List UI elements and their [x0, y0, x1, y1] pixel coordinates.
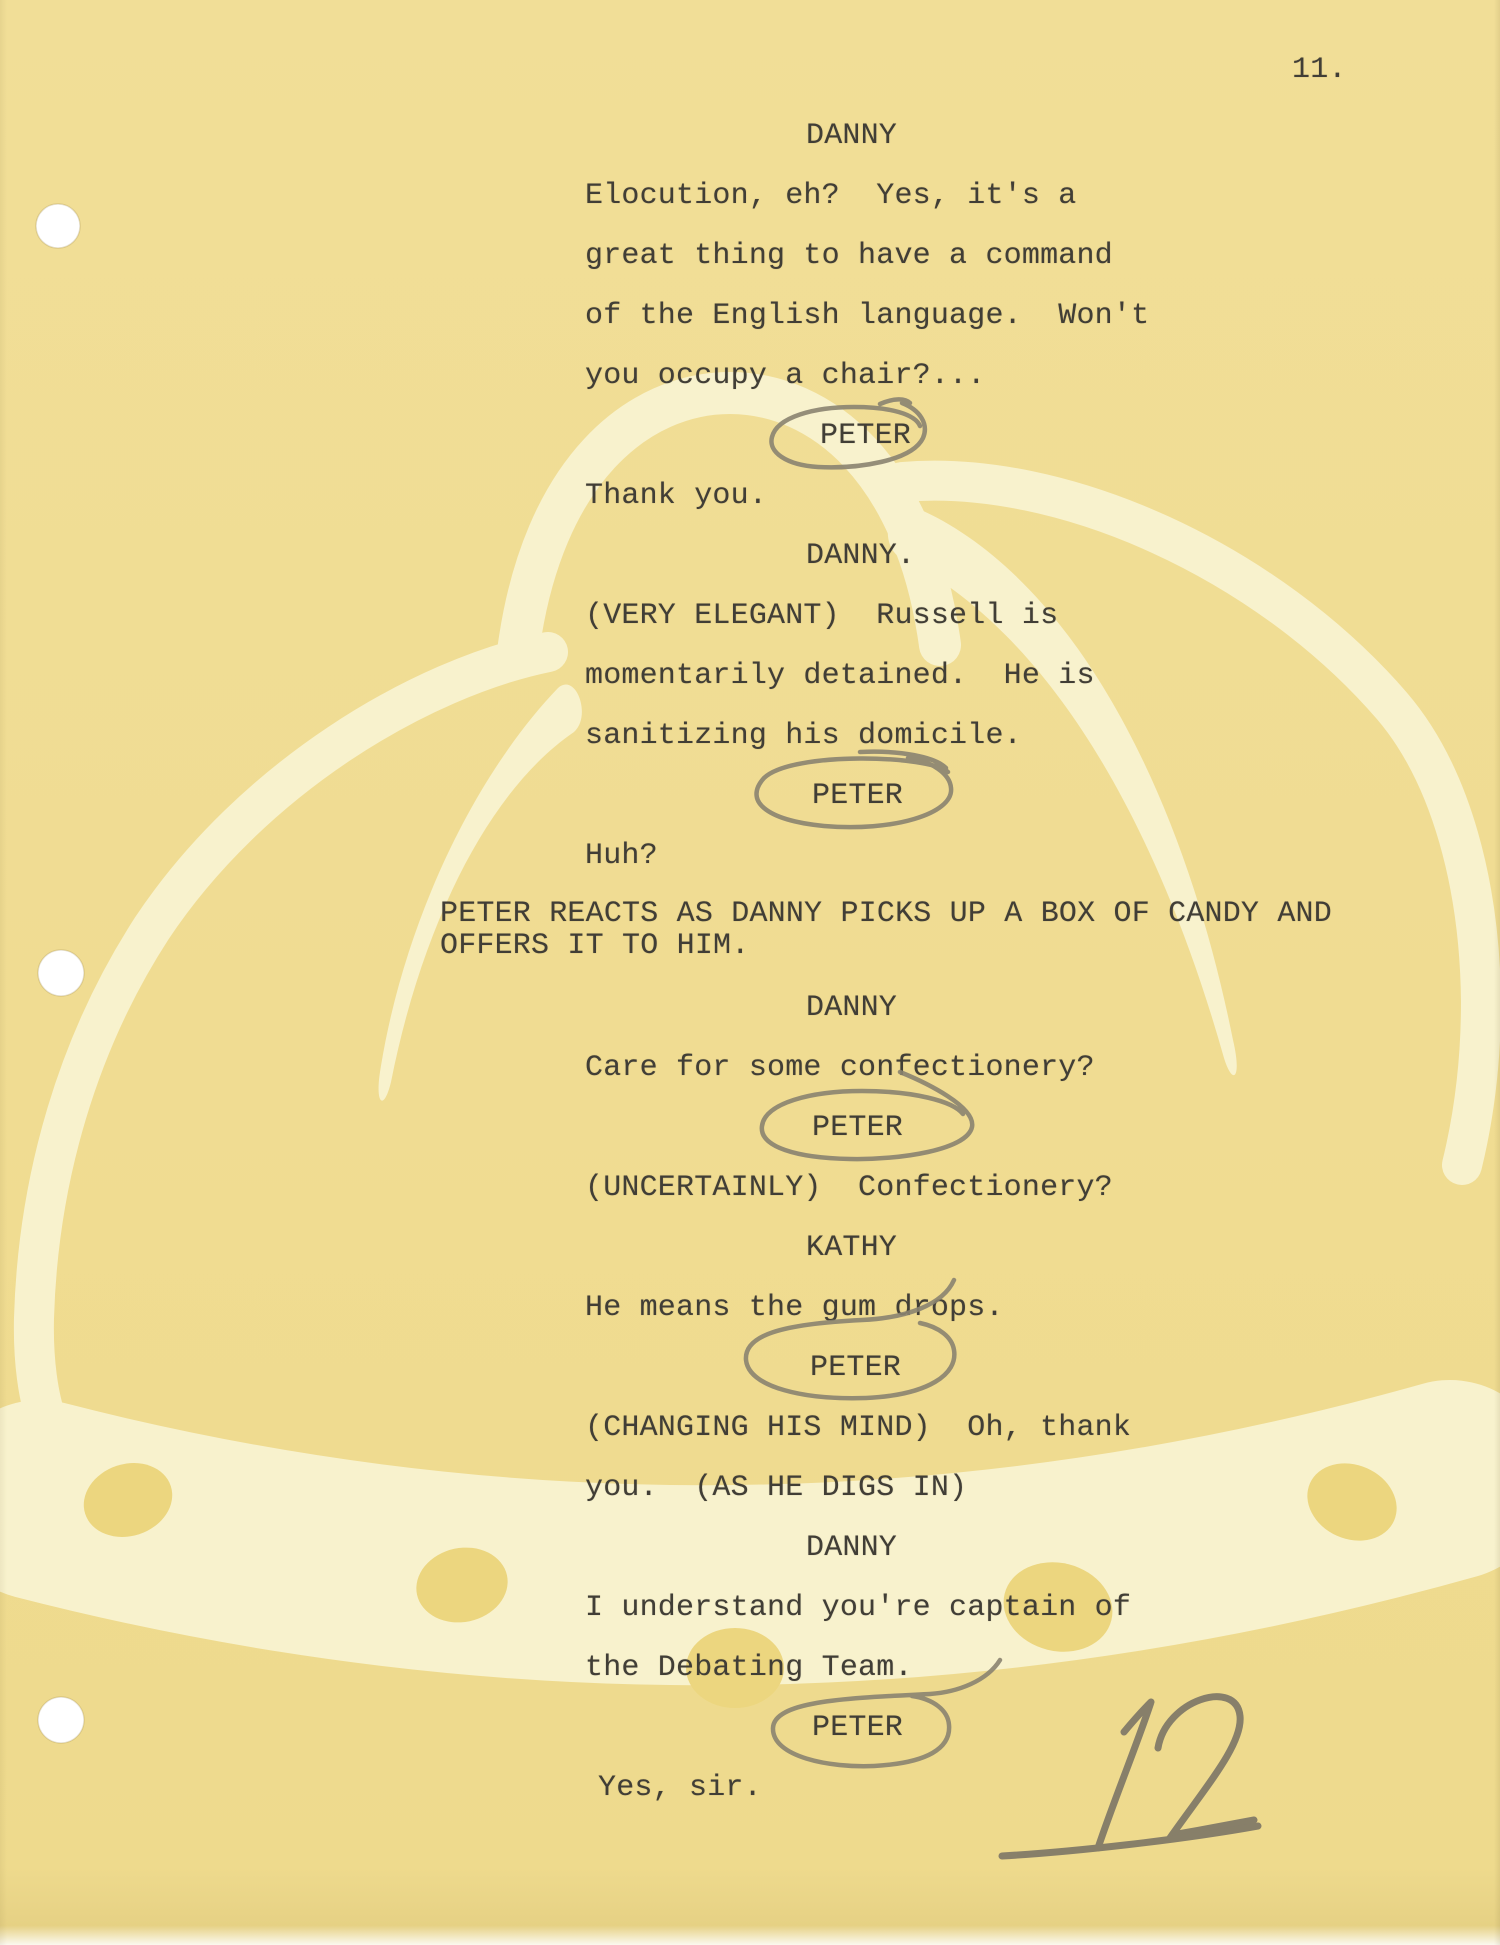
- character-name: DANNY: [806, 1531, 898, 1565]
- dialogue-line: (CHANGING HIS MIND) Oh, thank: [585, 1411, 1132, 1445]
- dialogue-line: Thank you.: [585, 479, 768, 513]
- character-name: KATHY: [806, 1231, 898, 1265]
- paper-right-edge-shadow: [1494, 0, 1500, 1945]
- character-name-circled: PETER: [812, 779, 904, 813]
- dialogue-line: (UNCERTAINLY) Confectionery?: [585, 1171, 1113, 1205]
- dialogue-line: Yes, sir.: [598, 1771, 762, 1805]
- paper-left-edge-shadow: [0, 0, 7, 1945]
- dialogue-line: of the English language. Won't: [585, 299, 1150, 333]
- dialogue-line: Elocution, eh? Yes, it's a: [585, 179, 1077, 213]
- dialogue-line: you. (AS HE DIGS IN): [585, 1471, 968, 1505]
- page-number: 11.: [1292, 53, 1347, 87]
- dialogue-line: (VERY ELEGANT) Russell is: [585, 599, 1059, 633]
- dialogue-line: momentarily detained. He is: [585, 659, 1095, 693]
- action-line: OFFERS IT TO HIM.: [440, 929, 750, 963]
- character-name-circled: PETER: [820, 419, 912, 453]
- dialogue-line: you occupy a chair?...: [585, 359, 986, 393]
- dialogue-line: the Debating Team.: [585, 1651, 913, 1685]
- watermark-left-arc: [34, 652, 548, 1424]
- dialogue-line: Care for some confectionery?: [585, 1051, 1095, 1085]
- character-name: DANNY.: [806, 539, 916, 573]
- dialogue-line: He means the gum drops.: [585, 1291, 1004, 1325]
- character-name: DANNY: [806, 119, 898, 153]
- character-name-circled: PETER: [810, 1351, 902, 1385]
- character-name-circled: PETER: [812, 1711, 904, 1745]
- dialogue-line: sanitizing his domicile.: [585, 719, 1022, 753]
- character-name-circled: PETER: [812, 1111, 904, 1145]
- watermark-left-leaf: [379, 685, 582, 1101]
- dialogue-line: Huh?: [585, 839, 658, 873]
- character-name: DANNY: [806, 991, 898, 1025]
- action-line: PETER REACTS AS DANNY PICKS UP A BOX OF CANDY AND: [440, 897, 1332, 931]
- dialogue-line: great thing to have a command: [585, 239, 1113, 273]
- dialogue-line: I understand you're captain of: [585, 1591, 1132, 1625]
